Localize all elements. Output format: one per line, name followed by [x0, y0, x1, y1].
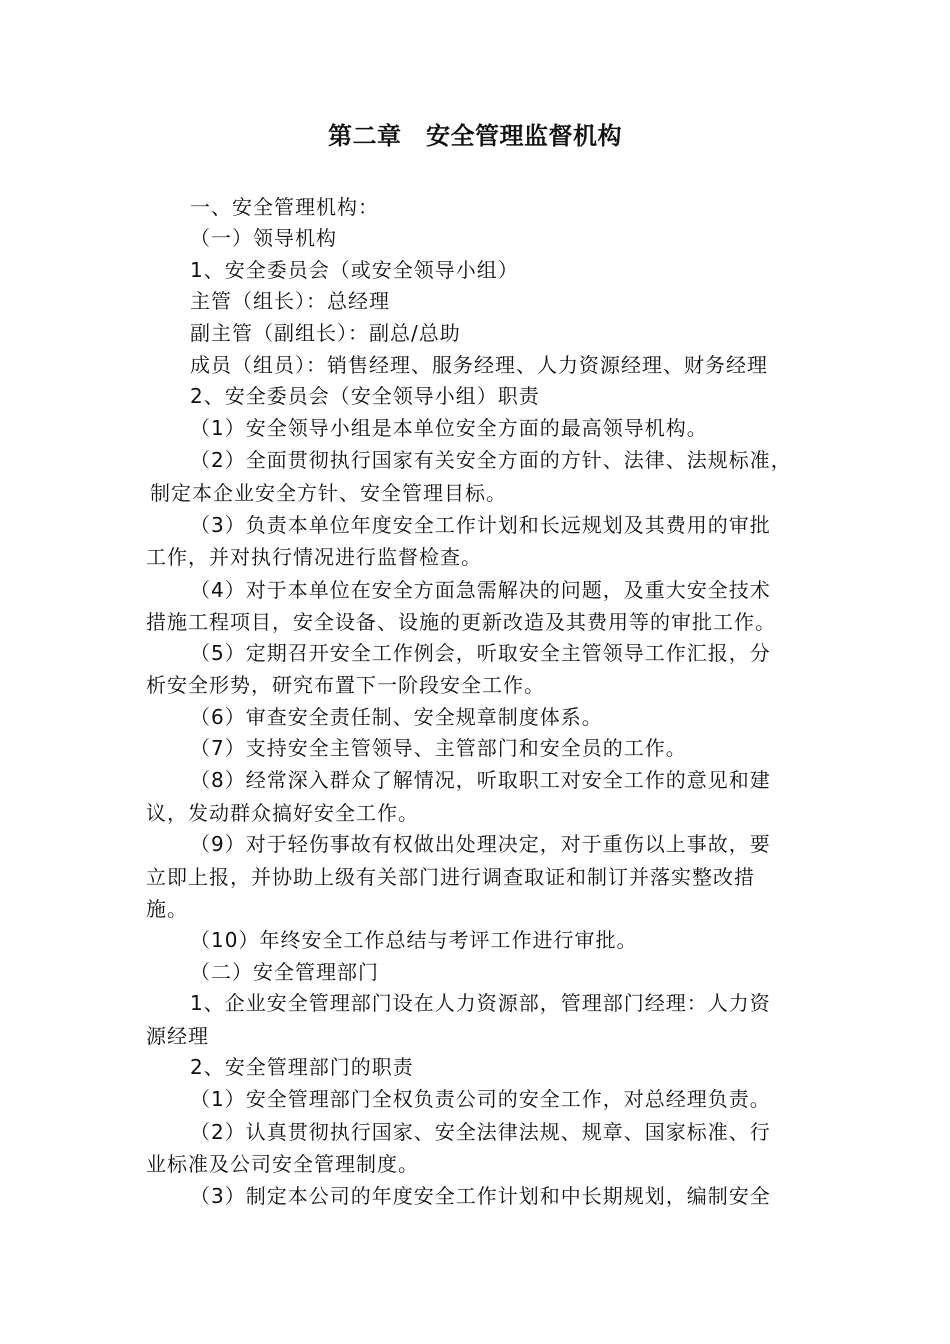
text-line: 施。 — [146, 897, 188, 921]
text-line: 措施工程项目，安全设备、设施的更新改造及其费用等的审批工作。 — [146, 610, 776, 634]
text-line: （1）安全管理部门全权负责公司的安全工作，对总经理负责。 — [190, 1087, 771, 1111]
text-line: （一）领导机构 — [190, 226, 337, 250]
text-line: （10）年终安全工作总结与考评工作进行审批。 — [190, 928, 638, 952]
text-line: 一、安全管理机构： — [190, 195, 379, 219]
text-line: （6）审查安全责任制、安全规章制度体系。 — [190, 705, 603, 729]
text-line: 业标准及公司安全管理制度。 — [146, 1152, 419, 1176]
text-line: 工作，并对执行情况进行监督检查。 — [146, 545, 482, 569]
text-line: 2、安全委员会（安全领导小组）职责 — [190, 384, 540, 408]
text-line: 成员（组员）：销售经理、服务经理、人力资源经理、财务经理 — [190, 353, 768, 377]
text-line: （3）制定本公司的年度安全工作计划和中长期规划，编制安全 — [190, 1184, 771, 1208]
text-line: （8）经常深入群众了解情况，听取职工对安全工作的意见和建 — [190, 768, 771, 792]
text-line: （二）安全管理部门 — [190, 960, 379, 984]
text-line: （7）支持安全主管领导、主管部门和安全员的工作。 — [190, 736, 687, 760]
text-line: 议，发动群众搞好安全工作。 — [146, 801, 419, 825]
text-line: 源经理 — [146, 1024, 209, 1048]
text-line: 析安全形势，研究布置下一阶段安全工作。 — [146, 673, 545, 697]
text-line: （4）对于本单位在安全方面急需解决的问题，及重大安全技术 — [190, 578, 771, 602]
text-line: （5）定期召开安全工作例会，听取安全主管领导工作汇报，分 — [190, 641, 771, 665]
text-line: 1、企业安全管理部门设在人力资源部，管理部门经理：人力资 — [190, 991, 771, 1015]
text-line: 1、安全委员会（或安全领导小组） — [190, 258, 519, 282]
text-line: （2）认真贯彻执行国家、安全法律法规、规章、国家标准、行 — [190, 1120, 771, 1144]
text-line: 立即上报，并协助上级有关部门进行调查取证和制订并落实整改措 — [146, 865, 755, 889]
text-line: 主管（组长）：总经理 — [190, 289, 390, 313]
text-line: 制定本企业安全方针、安全管理目标。 — [150, 481, 507, 505]
chapter-title: 第二章 安全管理监督机构 — [328, 122, 622, 150]
text-line: （2）全面贯彻执行国家有关安全方面的方针、法律、法规标准， — [190, 448, 792, 472]
text-line: （1）安全领导小组是本单位安全方面的最高领导机构。 — [190, 416, 708, 440]
text-line: 副主管（副组长）：副总/总助 — [190, 321, 461, 345]
text-line: 2、安全管理部门的职责 — [190, 1055, 414, 1079]
text-line: （9）对于轻伤事故有权做出处理决定，对于重伤以上事故，要 — [190, 832, 771, 856]
text-line: （3）负责本单位年度安全工作计划和长远规划及其费用的审批 — [190, 513, 771, 537]
